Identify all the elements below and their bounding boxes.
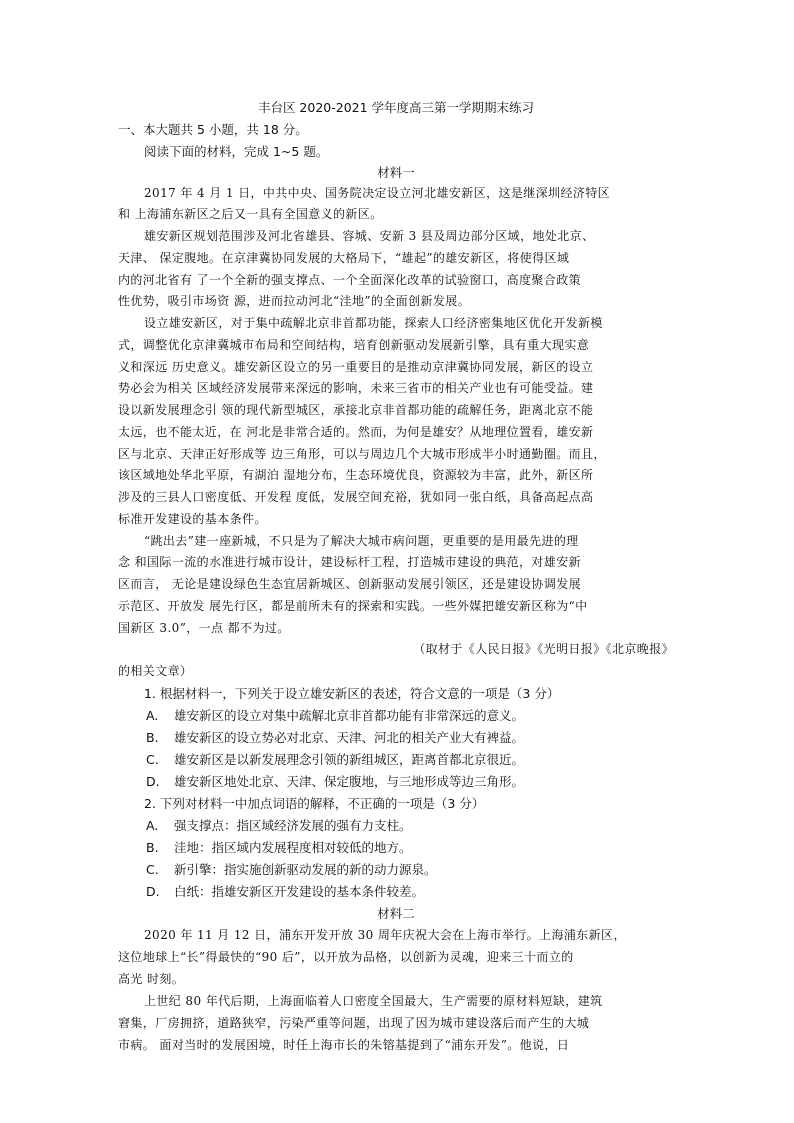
material2-line: 窘集，厂房拥挤，道路狭窄，污染严重等问题，出现了因为城市建设落后而产生的大城: [118, 1016, 590, 1030]
material1-line: 设立雄安新区，对于集中疏解北京非首都功能，探索人口经济密集地区优化开发新模: [144, 316, 603, 330]
option-text: 新引擎：指实施创新驱动发展的新的动力源泉。: [174, 862, 437, 877]
question-1-stem: 1. 根据材料一，下列关于设立雄安新区的表述，符合文意的一项是（3 分）: [144, 686, 560, 701]
material1-line: “跳出去”建一座新城，不只是为了解决大城市病问题，更重要的是用最先进的理: [144, 534, 579, 548]
question-2-option-a[interactable]: [118, 816, 674, 834]
question-2-stem: 2. 下列对材料一中加点词语的解释，不正确的一项是（3 分）: [144, 796, 485, 811]
material1-line: 义和深远 历史意义。雄安新区设立的另一重要目的是推动京津冀协同发展，新区的设立: [118, 360, 594, 374]
material1-line: 式，调整优化京津冀城市布局和空间结构，培育创新驱动发展新引擎，具有重大现实意: [118, 338, 590, 352]
material1-line: 太远，也不能太近，在 河北是非常合适的。然而，为何是雄安？从地理位置看，雄安新: [118, 425, 594, 439]
material2-line: 这位地球上“长”得最快的“90 后”，以开放为品格，以创新为灵魂，迎来三十而立的: [118, 950, 574, 964]
exam-title: 丰台区 2020-2021 学年度高三第一学期期末练习: [257, 100, 535, 115]
material1-line: 和 上海浦东新区之后又一具有全国意义的新区。: [118, 207, 383, 221]
material2-line: 市病。 面对当时的发展困境，时任上海市长的朱镕基提到了“浦东开发”。他说，日: [118, 1038, 570, 1052]
material1-line: 标准开发建设的基本条件。: [118, 512, 267, 526]
material1-line: 该区域地处华北平原，有湖泊 湿地分布，生态环境优良，资源较为丰富，此外，新区所: [118, 468, 594, 482]
material2-heading: 材料二: [377, 906, 415, 921]
material1-line: 区而言， 无论是建设绿色生态宜居新城区、创新驱动发展引领区，还是建设协调发展: [118, 577, 582, 591]
question-2-option-d[interactable]: [118, 882, 674, 900]
material1-line: 雄安新区规划范围涉及河北省雄县、容城、安新 3 县及周边部分区域，地处北京、: [144, 229, 595, 243]
question-1-option-c[interactable]: [118, 750, 674, 768]
option-text: 白纸：指雄安新区开发建设的基本条件较差。: [174, 884, 425, 899]
material1-source: （取材于《人民日报》《光明日报》《北京晚报》: [413, 642, 674, 656]
material1-line: 国新区 3.0”，一点 都不为过。: [118, 621, 290, 635]
option-text: 雄安新区的设立势必对北京、天津、河北的相关产业大有裨益。: [174, 730, 525, 745]
question-1-option-a[interactable]: [118, 706, 674, 724]
question-2-option-b[interactable]: [118, 838, 674, 856]
option-letter: B.: [146, 840, 159, 855]
option-letter: B.: [146, 730, 159, 745]
question-1-option-d[interactable]: [118, 772, 674, 790]
material1-line: 性优势，吸引市场资 源，进而拉动河北“洼地”的全面创新发展。: [118, 294, 471, 308]
material1-line: 示范区、开放发 展先行区，都是前所未有的探索和实践。一些外媒把雄安新区称为“中: [118, 599, 588, 613]
option-text: 洼地：指区域内发展程度相对较低的地方。: [174, 840, 412, 855]
material1-source-tail: 的相关文章）: [118, 664, 193, 678]
section-header: 一、本大题共 5 小题，共 18 分。: [118, 122, 308, 137]
material1-line: 设以新发展理念引 领的现代新型城区，承接北京非首都功能的疏解任务，距离北京不能: [118, 403, 594, 417]
instruction: 阅读下面的材料，完成 1~5 题。: [144, 144, 329, 159]
material1-line: 涉及的三县人口密度低、开发程 度低，发展空间充裕，犹如同一张白纸，具备高起点高: [118, 490, 594, 504]
option-letter: D.: [146, 884, 160, 899]
material1-line: 2017 年 4 月 1 日，中共中央、国务院决定设立河北雄安新区，这是继深圳经济特区: [144, 186, 611, 200]
material1-line: 区与北京、天津正好形成等 边三角形，可以与周边几个大城市形成半小时通勤圈。而且，: [118, 447, 606, 461]
material1-line: 内的河北省有 了一个全新的强支撑点、一个全面深化改革的试验窗口，高度聚合政策: [118, 273, 582, 287]
option-text: 雄安新区是以新发展理念引领的新组城区，距离首都北京很近。: [174, 752, 525, 767]
option-letter: C.: [146, 752, 159, 767]
option-text: 强支撑点：指区域经济发展的强有力支柱。: [174, 818, 412, 833]
option-letter: C.: [146, 862, 159, 877]
option-letter: D.: [146, 774, 160, 789]
option-text: 雄安新区的设立对集中疏解北京非首都功能有非常深远的意义。: [174, 708, 525, 723]
question-1-option-b[interactable]: [118, 728, 674, 746]
option-text: 雄安新区地处北京、天津、保定腹地，与三地形成等边三角形。: [174, 774, 525, 789]
option-letter: A.: [146, 818, 159, 833]
option-letter: A.: [146, 708, 159, 723]
material1-line: 天津、 保定腹地。在京津冀协同发展的大格局下，“雄起”的雄安新区，将使得区域: [118, 251, 570, 265]
question-2-option-c[interactable]: [118, 860, 674, 878]
material2-line: 高光 时刻。: [118, 972, 185, 986]
material2-line: 上世纪 80 年代后期，上海面临着人口密度全国最大，生产需要的原材料短缺，建筑: [144, 994, 603, 1008]
material2-line: 2020 年 11 月 12 日，浦东开发开放 30 周年庆祝大会在上海市举行。上海浦东新区，: [144, 928, 626, 942]
material1-heading: 材料一: [377, 165, 415, 180]
material1-line: 势必会为相关 区域经济发展带来深远的影响，未来三省市的相关产业也有可能受益。建: [118, 381, 594, 395]
material1-line: 念 和国际一流的水准进行城市设计，建设标杆工程，打造城市建设的典范，对雄安新: [118, 555, 582, 569]
